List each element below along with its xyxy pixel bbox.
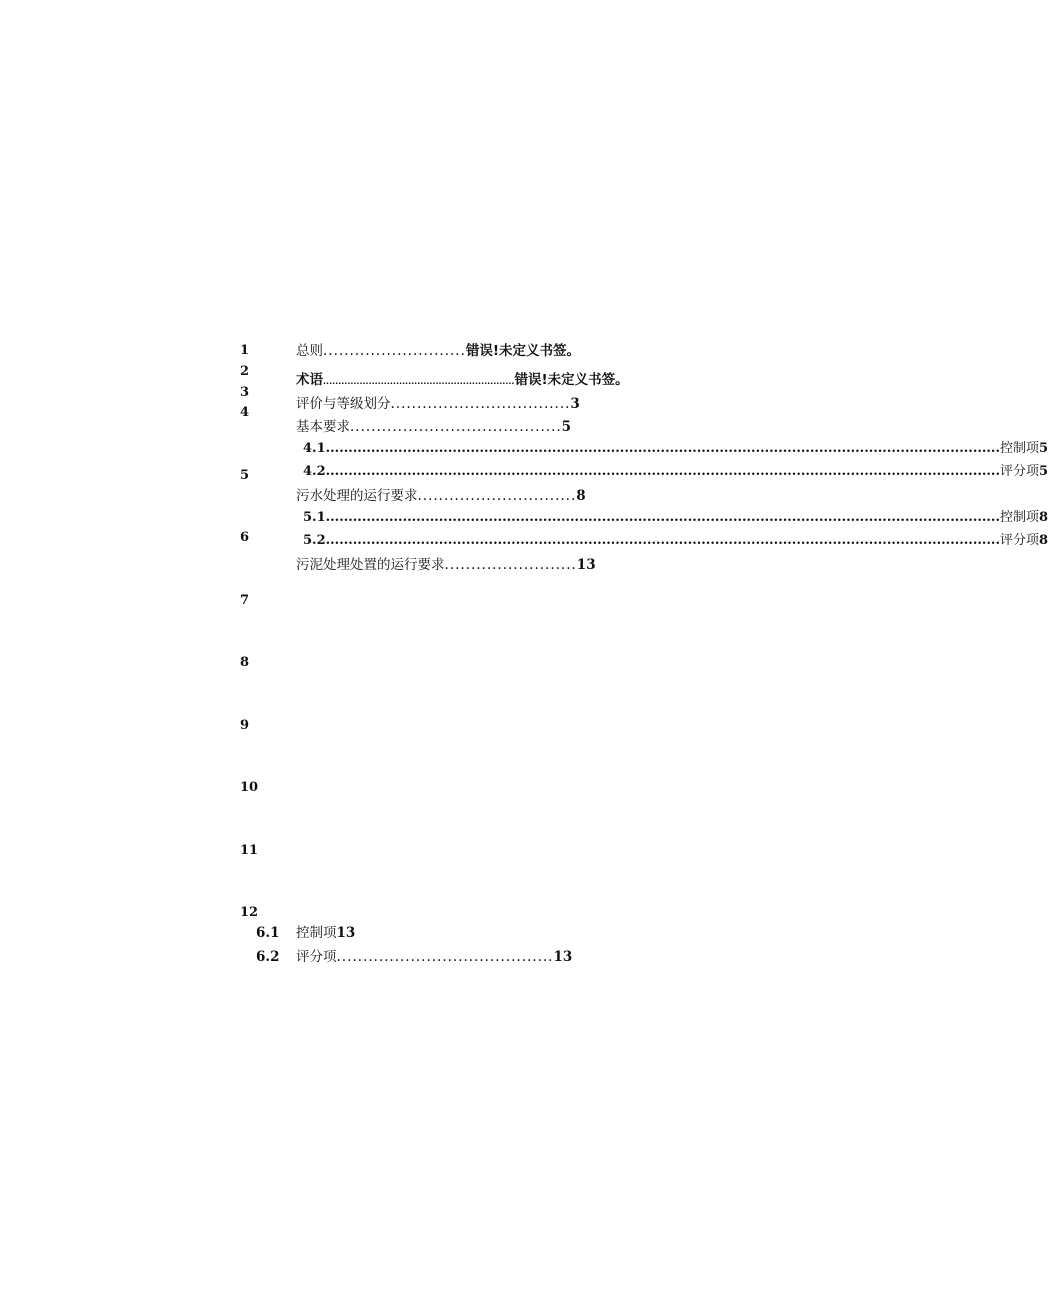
chapter-number: 11 [240,843,259,858]
toc-leader-dots: .............................. [417,488,577,504]
toc-entry-title: 评价与等级划分 [296,396,391,412]
toc-sub-page: 13 [553,949,573,965]
chapter-number: 7 [240,593,250,608]
chapter-number: 10 [240,780,259,795]
chapter-number: 1 [240,343,250,358]
toc-sub-entry[interactable] [303,510,1048,525]
toc-sub-number: 6.1 [256,925,280,941]
toc-entry-sludge-operation[interactable] [296,557,596,573]
toc-leader-dots: ..................................................................................................................................................... [325,533,1000,548]
toc-entry-page: 3 [570,396,580,412]
toc-sub-number: 4.1 [303,441,326,456]
toc-tail-entry[interactable] [256,925,355,941]
chapter-number: 9 [240,718,250,733]
toc-leader-dots: ..................................................................................................................................................... [325,441,1000,456]
chapter-number: 4 [240,405,250,420]
toc-sub-title: 评分项 [999,464,1039,479]
toc-sub-page: 8 [1039,510,1048,525]
toc-entry-general[interactable] [296,343,580,359]
toc-entry-title: 基本要求 [296,419,350,435]
chapter-number: 2 [240,364,250,379]
toc-leader-dots: ........................................ [350,419,562,435]
toc-sub-page: 8 [1039,533,1048,548]
toc-entry-title: 污水处理的运行要求 [296,488,418,504]
toc-sub-title: 评分项 [296,949,337,965]
chapter-number: 5 [240,468,250,483]
toc-leader-dots: ..................................................................................................................................................... [325,464,1000,479]
toc-entry-page: 8 [576,488,586,504]
toc-entry-title: 术语 [296,372,323,388]
toc-entry-terms[interactable] [296,372,629,390]
toc-sub-number: 5.2 [303,533,326,548]
toc-leader-dots: ............................................................... [323,377,515,386]
toc-sub-entry[interactable] [303,441,1048,456]
toc-sub-number: 6.2 [256,949,280,965]
toc-sub-page: 5 [1039,464,1048,479]
toc-entry-page: 13 [576,557,596,573]
chapter-number: 3 [240,385,250,400]
toc-leader-dots: ......................................... [336,949,554,965]
toc-sub-entry[interactable] [303,464,1048,479]
toc-leader-dots: ..................................................................................................................................................... [325,510,1000,525]
toc-entry-title: 总则 [296,343,323,359]
toc-leader-dots: ......................... [444,557,577,573]
toc-entry-title: 污泥处理处置的运行要求 [296,557,445,573]
toc-entry-sewage-operation[interactable] [296,488,586,504]
toc-entry-page: 错误!未定义书签。 [465,343,581,359]
toc-sub-entry[interactable] [303,533,1048,548]
toc-sub-title: 控制项 [296,925,337,941]
toc-sub-page: 5 [1039,441,1048,456]
toc-sub-title: 控制项 [999,441,1039,456]
chapter-number: 8 [240,655,250,670]
toc-sub-title: 评分项 [999,533,1039,548]
toc-entry-evaluation[interactable] [296,396,580,412]
toc-sub-number: 5.1 [303,510,326,525]
toc-entry-page: 5 [561,419,572,435]
chapter-number: 12 [240,905,259,920]
toc-sub-page: 13 [336,925,356,941]
toc-entry-page: 错误!未定义书签。 [514,372,629,388]
toc-tail-entry[interactable] [256,949,572,965]
toc-sub-title: 控制项 [999,510,1039,525]
toc-sub-number: 4.2 [303,464,326,479]
chapter-number: 6 [240,530,250,545]
toc-leader-dots: ........................... [323,343,466,359]
toc-entry-basic-requirements[interactable] [296,419,571,435]
toc-leader-dots: .................................. [390,396,571,412]
